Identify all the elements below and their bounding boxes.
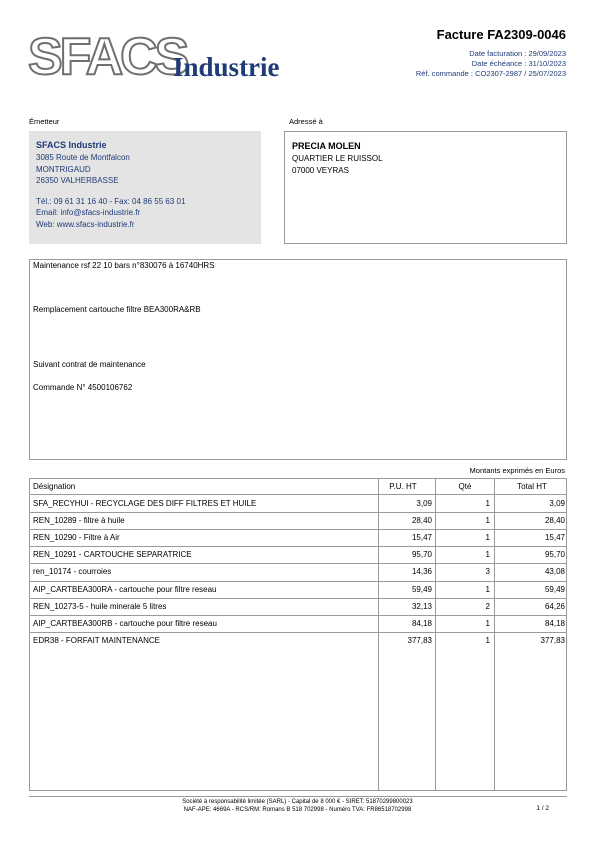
recipient-address-street: QUARTIER LE RUISSOL — [292, 154, 383, 163]
row-designation: AIP_CARTBEA300RA - cartouche pour filtre reseau — [33, 584, 217, 594]
description-line-1: Maintenance rsf 22 10 bars n°830076 à 16740HRS — [33, 261, 215, 270]
row-designation: SFA_RECYHUI - RECYCLAGE DES DIFF FILTRES ET HUILE — [33, 499, 257, 508]
row-quantity: 2 — [485, 601, 490, 611]
page-number: 1 / 2 — [536, 805, 549, 812]
header-total: Total HT — [517, 482, 547, 491]
row-quantity: 3 — [485, 567, 490, 577]
emitter-address-postal: 26350 VALHERBASSE — [36, 176, 119, 185]
invoice-date: Date facturation : 29/09/2023 — [469, 49, 566, 58]
row-unit-price: 84,18 — [411, 618, 432, 628]
footer-legal-line-2: NAF-APE: 4669A - RCS/RM: Romans B 518 702998 - Numéro TVA: FR86518702998 — [183, 807, 412, 813]
row-quantity: 1 — [485, 499, 490, 508]
logo-suffix-text: Industrie — [173, 52, 280, 82]
description-line-3: Suivant contrat de maintenance — [33, 360, 146, 369]
row-total: 15,47 — [544, 533, 565, 543]
row-total: 43,08 — [544, 567, 565, 577]
emitter-address-street: 3085 Route de Montfalcon — [36, 153, 130, 162]
invoice-title: Facture FA2309-0046 — [436, 27, 566, 42]
row-unit-price: 28,40 — [411, 516, 432, 526]
row-unit-price: 95,70 — [411, 550, 432, 560]
row-quantity: 1 — [485, 533, 490, 543]
row-total: 59,49 — [544, 584, 565, 594]
recipient-address-city: 07000 VEYRAS — [292, 165, 349, 175]
row-quantity: 1 — [485, 550, 490, 560]
emitter-phone: Tél.: 09 61 31 16 40 - Fax: 04 86 55 63 01 — [36, 196, 186, 206]
header-designation: Désignation — [33, 482, 76, 491]
row-unit-price: 14,36 — [411, 567, 432, 577]
logo-brand-text: SFACS — [28, 32, 187, 82]
row-unit-price: 32,13 — [411, 601, 432, 611]
description-line-4: Commande N° 4500106762 — [33, 383, 133, 392]
row-total: 377,83 — [540, 635, 565, 645]
row-total: 28,40 — [544, 516, 565, 526]
description-line-2: Remplacement cartouche filtre BEA300RA&RB — [33, 305, 201, 314]
row-designation: EDR38 - FORFAIT MAINTENANCE — [33, 635, 160, 645]
row-total: 84,18 — [544, 618, 565, 628]
description-block — [29, 259, 567, 460]
recipient-name: PRECIA MOLEN — [292, 141, 361, 151]
row-unit-price: 3,09 — [416, 499, 432, 508]
row-quantity: 1 — [485, 584, 490, 594]
row-designation: REN_10290 - Filtre à Air — [33, 533, 120, 543]
currency-note: Montants exprimés en Euros — [469, 466, 565, 475]
row-quantity: 1 — [485, 516, 490, 526]
header-unit-price: P.U. HT — [389, 482, 417, 491]
emitter-block — [29, 131, 261, 244]
row-total: 64,26 — [544, 601, 565, 611]
row-quantity: 1 — [485, 618, 490, 628]
recipient-block — [284, 131, 567, 244]
row-unit-price: 15,47 — [411, 533, 432, 543]
row-total: 3,09 — [549, 499, 565, 508]
emitter-address-city: MONTRIGAUD — [36, 164, 91, 174]
items-table — [29, 478, 567, 791]
due-date: Date échéance : 31/10/2023 — [471, 59, 566, 68]
order-reference: Réf. commande : CO2307-2987 / 25/07/2023 — [415, 69, 566, 78]
row-designation: REN_10291 - CARTOUCHE SEPARATRICE — [33, 550, 192, 560]
emitter-email: Email: info@sfacs-industrie.fr — [36, 208, 141, 217]
row-designation: REN_10273-5 - huile minerale 5 litres — [33, 601, 167, 611]
header-quantity: Qté — [458, 482, 472, 491]
table-header — [30, 479, 566, 495]
footer-legal-line-1: Société à responsabilité limitée (SARL) - Capital de 8 000 € - SIRET: 51870299800023 — [182, 799, 413, 805]
row-total: 95,70 — [544, 550, 565, 560]
row-unit-price: 59,49 — [411, 584, 432, 594]
row-unit-price: 377,83 — [407, 635, 432, 645]
recipient-label: Adressé à — [289, 117, 323, 126]
row-designation: ren_10174 - courroies — [33, 567, 112, 577]
emitter-website: Web: www.sfacs-industrie.fr — [36, 219, 135, 229]
row-quantity: 1 — [485, 635, 490, 645]
emitter-label: Émetteur — [29, 117, 60, 126]
company-logo — [28, 32, 288, 82]
row-designation: REN_10289 - filtre à huile — [33, 516, 125, 526]
emitter-name: SFACS Industrie — [36, 140, 107, 150]
row-designation: AIP_CARTBEA300RB - cartouche pour filtre reseau — [33, 618, 217, 628]
